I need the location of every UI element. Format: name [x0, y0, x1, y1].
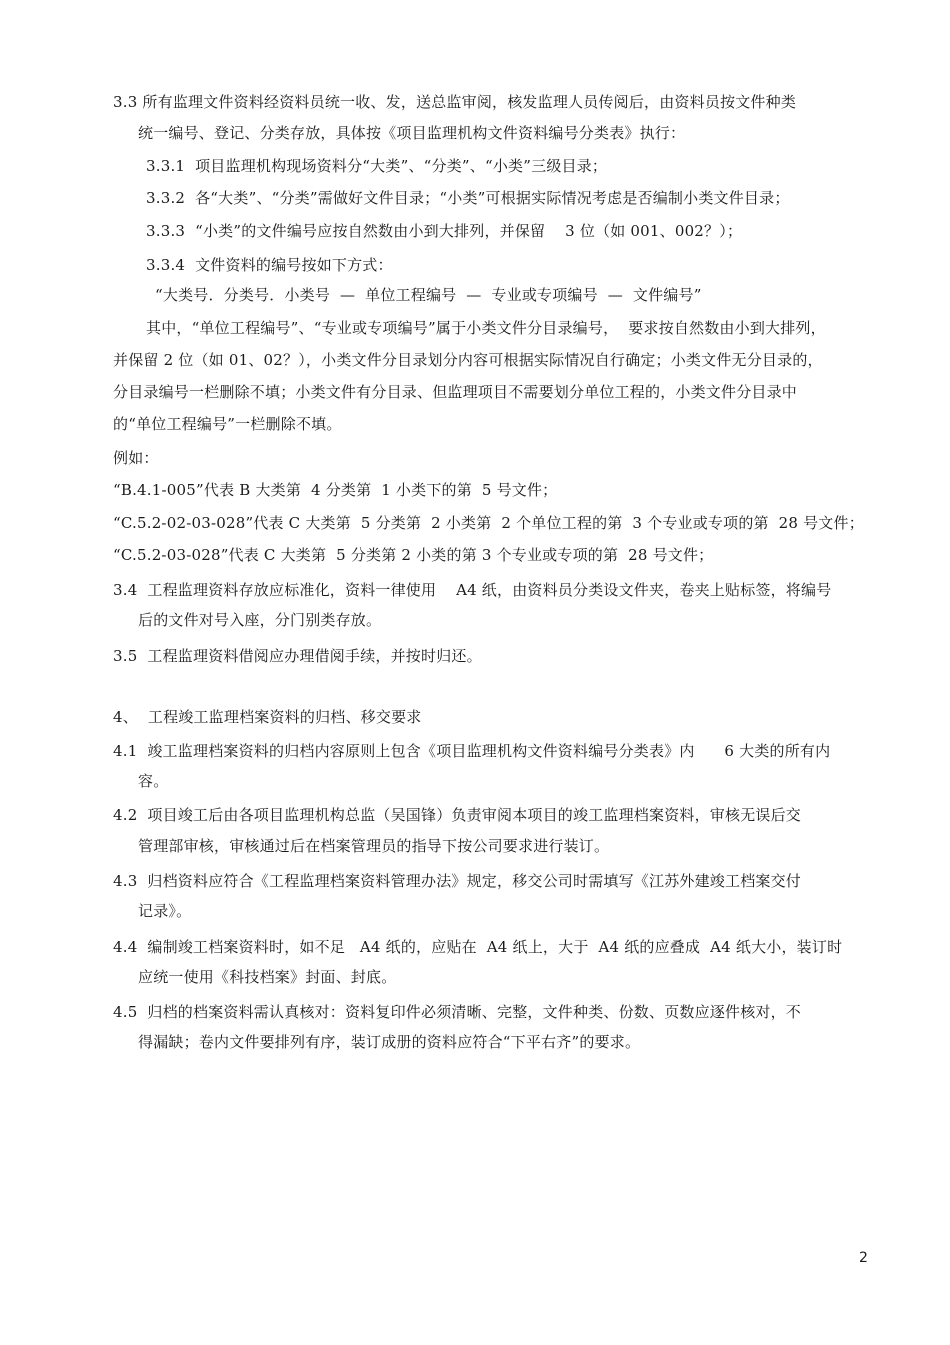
- line-3-3-b: 统一编号、登记、分类存放，具体按《项目监理机构文件资料编号分类表》执行：: [138, 124, 686, 142]
- line-4-1-a: 4.1 竣工监理档案资料的归档内容原则上包含《项目监理机构文件资料编号分类表》内 6 大类的所有内: [113, 742, 831, 760]
- line-example-label: 例如：: [113, 449, 159, 467]
- line-4-3-a: 4.3 归档资料应符合《工程监理档案资料管理办法》规定，移交公司时需填写《江苏外建竣工档案交付: [113, 872, 801, 890]
- line-note-c: 分目录编号一栏删除不填；小类文件有分目录、但监理项目不需要划分单位工程的，小类文件分目录中: [113, 383, 798, 401]
- line-3-3-3: 3.3.3 “小类”的文件编号应按自然数由小到大排列，并保留 3 位（如 001、002？）；: [146, 222, 743, 240]
- line-4-4-a: 4.4 编制竣工档案资料时，如不足 A4 纸的，应贴在 A4 纸上，大于 A4 纸的应叠成 A4 纸大小，装订时: [113, 938, 843, 956]
- line-4-5-a: 4.5 归档的档案资料需认真核对：资料复印件必须清晰、完整，文件种类、份数、页数应逐件核对，不: [113, 1003, 801, 1021]
- line-format: “大类号．分类号．小类号 — 单位工程编号 — 专业或专项编号 — 文件编号”: [155, 286, 702, 304]
- line-4-3-b: 记录》。: [138, 902, 192, 920]
- section-4-heading: 4、 工程竣工监理档案资料的归档、移交要求: [113, 708, 422, 726]
- line-note-b: 并保留 2 位（如 01、02？），小类文件分目录划分内容可根据实际情况自行确定；小类文件无分目录的，: [113, 351, 823, 369]
- line-3-4-a: 3.4 工程监理资料存放应标准化，资料一律使用 A4 纸，由资料员分类设文件夹，卷夹上贴标签，将编号: [113, 581, 832, 599]
- line-example-2: “C.5.2-02-03-028”代表 C 大类第 5 分类第 2 小类第 2 个单位工程的第 3 个专业或专项的第 28 号文件；: [113, 514, 864, 532]
- line-3-5: 3.5 工程监理资料借阅应办理借阅手续，并按时归还。: [113, 647, 482, 665]
- line-3-4-b: 后的文件对号入座，分门别类存放。: [138, 611, 382, 629]
- line-note-d: 的“单位工程编号”一栏删除不填。: [113, 415, 342, 433]
- line-3-3-4: 3.3.4 文件资料的编号按如下方式：: [146, 256, 393, 274]
- line-note-a: 其中，“单位工程编号”、“专业或专项编号”属于小类文件分目录编号， 要求按自然数由小到大排列，: [146, 319, 826, 337]
- line-3-3-a: 3.3 所有监理文件资料经资料员统一收、发，送总监审阅，核发监理人员传阅后，由资料员按文件种类: [113, 93, 797, 111]
- line-example-3: “C.5.2-03-028”代表 C 大类第 5 分类第 2 小类的第 3 个专业或专项的第 28 号文件；: [113, 546, 714, 564]
- line-4-5-b: 得漏缺；卷内文件要排列有序，装订成册的资料应符合“下平右齐”的要求。: [138, 1033, 641, 1051]
- line-4-2-a: 4.2 项目竣工后由各项目监理机构总监（吴国锋）负责审阅本项目的竣工监理档案资料，审核无误后交: [113, 806, 801, 824]
- line-4-2-b: 管理部审核，审核通过后在档案管理员的指导下按公司要求进行装订。: [138, 837, 610, 855]
- line-4-4-b: 应统一使用《科技档案》封面、封底。: [138, 968, 397, 986]
- line-3-3-2: 3.3.2 各“大类”、“分类”需做好文件目录；“小类”可根据实际情况考虑是否编制小类文件目录；: [146, 189, 790, 207]
- page-number: 2: [859, 1250, 868, 1266]
- line-3-3-1: 3.3.1 项目监理机构现场资料分“大类”、“分类”、“小类”三级目录；: [146, 157, 608, 175]
- line-4-1-b: 容。: [138, 772, 169, 790]
- line-example-1: “B.4.1-005”代表 B 大类第 4 分类第 1 小类下的第 5 号文件；: [113, 481, 558, 499]
